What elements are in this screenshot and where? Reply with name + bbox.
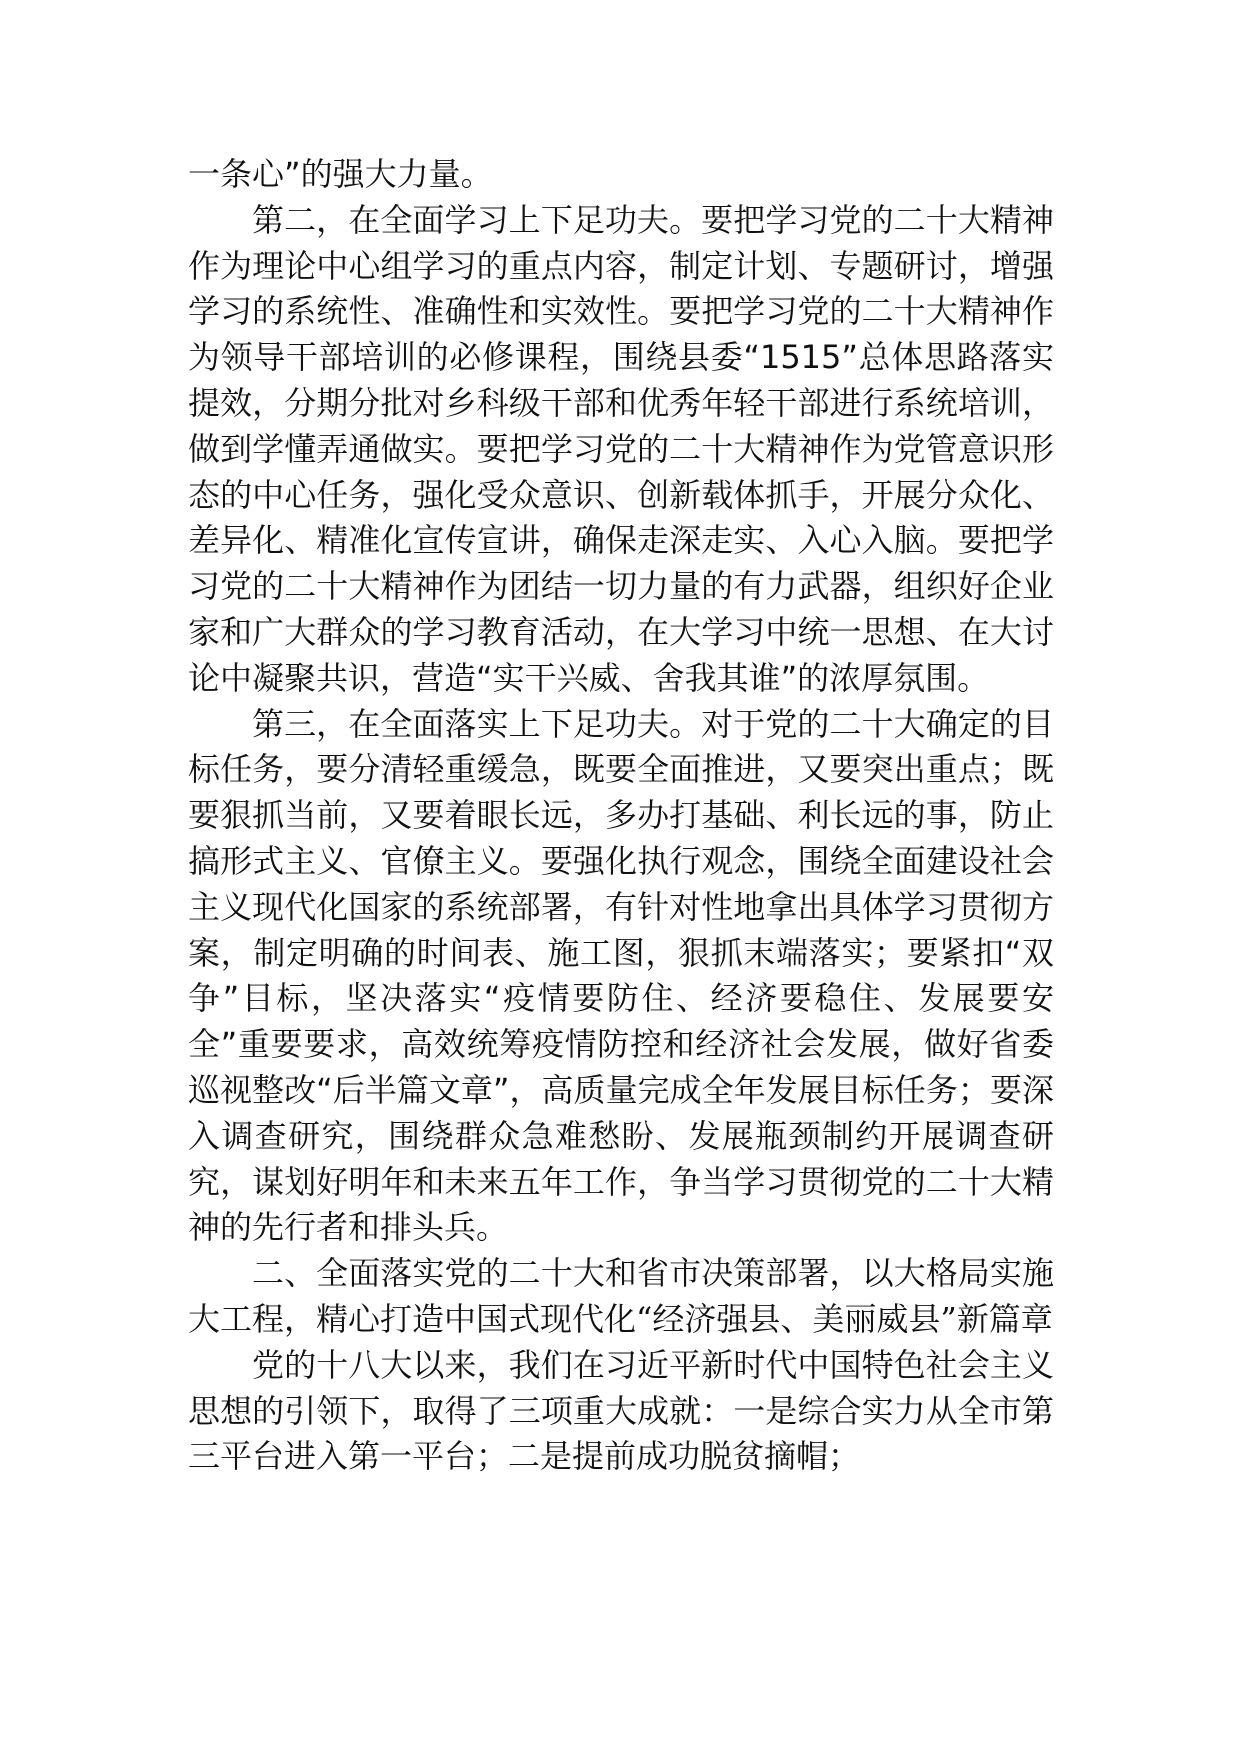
paragraph-continuation: 一条心”的强大力量。 xyxy=(188,155,493,193)
paragraph-second-point: 第二，在全面学习上下足功夫。要把学习党的二十大精神作为理论中心组学习的重点内容，制定计划、专题研讨，增强学习的系统性、准确性和实效性。要把学习党的二十大精神作为领导干部培训的必修课程，围绕县委“1515”总体思路落实提效，分期分批对乡科级干部和优秀年轻干部进行系统培训，做到学懂弄通做实。要把学习党的二十大精神作为党管意识形态的中心任务，强化受众意识、创新载体抓手，开展分众化、差异化、精准化宣传宣讲，确保走深走实、入心入脑。要把学习党的二十大精神作为团结一切力量的有力武器，组织好企业家和广大群众的学习教育活动，在大学习中统一思想、在大讨论中凝聚共识，营造“实干兴威、舍我其谁”的浓厚氛围。 xyxy=(188,200,1054,697)
document-body xyxy=(188,152,1054,1480)
paragraph-achievements: 党的十八大以来，我们在习近平新时代中国特色社会主义思想的引领下，取得了三项重大成就：一是综合实力从全市第三平台进入第一平台；二是提前成功脱贫摘帽； xyxy=(188,1345,1054,1476)
paragraph-third-point: 第三，在全面落实上下足功夫。对于党的二十大确定的目标任务，要分清轻重缓急，既要全面推进，又要突出重点；既要狠抓当前，又要着眼长远，多办打基础、利长远的事，防止搞形式主义、官僚主义。要强化执行观念，围绕全面建设社会主义现代化国家的系统部署，有针对性地拿出具体学习贯彻方案，制定明确的时间表、施工图，狠抓末端落实；要紧扣“双争”目标，坚决落实“疫情要防住、经济要稳住、发展要安全”重要要求，高效统筹疫情防控和经济社会发展，做好省委巡视整改“后半篇文章”，高质量完成全年发展目标任务；要深入调查研究，围绕群众急难愁盼、发展瓶颈制约开展调查研究，谋划好明年和未来五年工作，争当学习贯彻党的二十大精神的先行者和排头兵。 xyxy=(188,704,1054,1247)
section-heading-two: 二、全面落实党的二十大和省市决策部署，以大格局实施大工程，精心打造中国式现代化“经济强县、美丽威县”新篇章 xyxy=(188,1254,1054,1338)
